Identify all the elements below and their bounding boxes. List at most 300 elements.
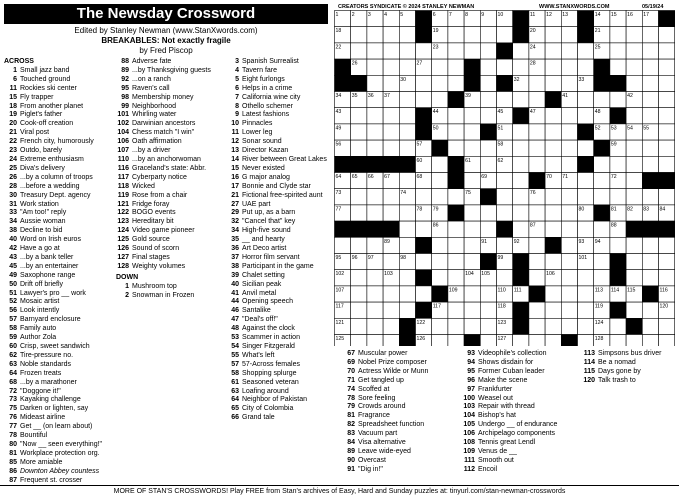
down-clue-97[interactable]	[462, 386, 557, 395]
grid-cell[interactable]	[545, 189, 561, 205]
grid-cell[interactable]	[432, 270, 448, 286]
down-clue-40[interactable]	[226, 281, 327, 290]
across-clue-45[interactable]	[4, 263, 102, 272]
grid-cell[interactable]	[626, 302, 642, 318]
grid-cell[interactable]	[545, 43, 561, 59]
down-clue-114[interactable]	[582, 359, 661, 368]
down-clue-63[interactable]	[226, 388, 327, 397]
grid-cell[interactable]	[642, 59, 658, 75]
grid-cell[interactable]	[610, 156, 626, 172]
across-clue-38[interactable]	[4, 227, 102, 236]
grid-cell[interactable]	[578, 302, 594, 318]
grid-cell[interactable]	[464, 221, 480, 237]
down-clue-4[interactable]	[226, 67, 327, 76]
grid-cell[interactable]	[561, 237, 577, 253]
across-clue-56[interactable]	[4, 307, 102, 316]
grid-cell[interactable]	[642, 302, 658, 318]
grid-cell[interactable]	[367, 108, 383, 124]
grid-cell[interactable]	[594, 92, 610, 108]
across-clue-73[interactable]	[4, 396, 102, 405]
grid-cell[interactable]	[448, 318, 464, 334]
grid-cell[interactable]	[383, 205, 399, 221]
grid-cell[interactable]	[399, 237, 415, 253]
down-clue-94[interactable]	[462, 359, 557, 368]
grid-cell[interactable]	[659, 237, 675, 253]
grid-cell[interactable]	[545, 205, 561, 221]
grid-cell[interactable]	[416, 189, 432, 205]
grid-cell[interactable]	[659, 43, 675, 59]
across-clue-60[interactable]	[4, 343, 102, 352]
grid-cell[interactable]	[416, 221, 432, 237]
grid-cell[interactable]	[659, 156, 675, 172]
down-clue-14[interactable]	[226, 156, 327, 165]
across-clue-24[interactable]	[4, 156, 102, 165]
down-clue-105[interactable]	[462, 421, 557, 430]
grid-cell[interactable]	[351, 124, 367, 140]
down-clue-71[interactable]	[342, 377, 428, 386]
grid-cell[interactable]	[659, 92, 675, 108]
down-clue-13[interactable]	[226, 147, 327, 156]
grid-cell[interactable]	[351, 286, 367, 302]
grid-cell[interactable]	[399, 92, 415, 108]
grid-cell[interactable]	[642, 156, 658, 172]
grid-cell[interactable]	[464, 124, 480, 140]
down-clue-1[interactable]	[116, 283, 211, 292]
across-clue-68[interactable]	[4, 379, 102, 388]
grid-cell[interactable]	[448, 27, 464, 43]
grid-cell[interactable]	[513, 59, 529, 75]
down-clue-74[interactable]	[342, 386, 428, 395]
grid-cell[interactable]	[432, 189, 448, 205]
across-clue-59[interactable]	[4, 334, 102, 343]
grid-cell[interactable]	[659, 335, 675, 347]
grid-cell[interactable]	[335, 237, 351, 253]
across-clue-23[interactable]	[4, 147, 102, 156]
down-clue-112[interactable]	[462, 466, 557, 475]
across-clue-6[interactable]	[4, 76, 102, 85]
grid-cell[interactable]	[480, 221, 496, 237]
grid-cell[interactable]	[626, 43, 642, 59]
across-clue-107[interactable]	[116, 147, 211, 156]
grid-cell[interactable]	[448, 108, 464, 124]
grid-cell[interactable]	[626, 254, 642, 270]
down-clue-53[interactable]	[226, 334, 327, 343]
grid-cell[interactable]	[367, 302, 383, 318]
down-clue-7[interactable]	[226, 94, 327, 103]
grid-cell[interactable]	[432, 173, 448, 189]
grid-cell[interactable]	[610, 189, 626, 205]
grid-cell[interactable]	[545, 59, 561, 75]
down-clue-69[interactable]	[342, 359, 428, 368]
across-clue-72[interactable]	[4, 388, 102, 397]
grid-cell[interactable]	[610, 318, 626, 334]
grid-cell[interactable]	[351, 140, 367, 156]
down-clue-15[interactable]	[226, 165, 327, 174]
grid-cell[interactable]	[497, 59, 513, 75]
grid-cell[interactable]	[610, 237, 626, 253]
across-clue-30[interactable]	[4, 192, 102, 201]
grid-cell[interactable]	[578, 221, 594, 237]
grid-cell[interactable]	[351, 189, 367, 205]
down-clue-57[interactable]	[226, 361, 327, 370]
grid-cell[interactable]	[480, 335, 496, 347]
down-clue-109[interactable]	[462, 448, 557, 457]
down-clue-67[interactable]	[342, 350, 428, 359]
grid-cell[interactable]	[367, 237, 383, 253]
grid-cell[interactable]	[642, 335, 658, 347]
grid-cell[interactable]	[545, 302, 561, 318]
grid-cell[interactable]	[578, 59, 594, 75]
grid-cell[interactable]	[399, 59, 415, 75]
grid-cell[interactable]	[367, 205, 383, 221]
grid-cell[interactable]	[367, 124, 383, 140]
grid-cell[interactable]	[399, 140, 415, 156]
grid-cell[interactable]	[626, 335, 642, 347]
across-clue-25[interactable]	[4, 165, 102, 174]
grid-cell[interactable]	[399, 108, 415, 124]
grid-cell[interactable]	[529, 156, 545, 172]
grid-cell[interactable]	[610, 59, 626, 75]
grid-cell[interactable]	[480, 75, 496, 91]
grid-cell[interactable]	[561, 75, 577, 91]
across-clue-106[interactable]	[116, 138, 211, 147]
grid-cell[interactable]	[480, 140, 496, 156]
down-clue-83[interactable]	[342, 430, 428, 439]
grid-cell[interactable]	[497, 92, 513, 108]
across-clue-26[interactable]	[4, 174, 102, 183]
grid-cell[interactable]	[464, 237, 480, 253]
grid-cell[interactable]	[642, 254, 658, 270]
grid-cell[interactable]	[351, 43, 367, 59]
grid-cell[interactable]	[480, 43, 496, 59]
across-clue-127[interactable]	[116, 254, 211, 263]
across-clue-124[interactable]	[116, 227, 211, 236]
down-clue-48[interactable]	[226, 325, 327, 334]
across-clue-28[interactable]	[4, 183, 102, 192]
grid-cell[interactable]	[659, 27, 675, 43]
grid-cell[interactable]	[432, 92, 448, 108]
across-clue-52[interactable]	[4, 298, 102, 307]
across-clue-89[interactable]	[116, 67, 211, 76]
across-clue-98[interactable]	[116, 94, 211, 103]
across-clue-110[interactable]	[116, 156, 211, 165]
grid-cell[interactable]	[351, 302, 367, 318]
grid-cell[interactable]	[561, 27, 577, 43]
grid-cell[interactable]	[399, 43, 415, 59]
down-clue-108[interactable]	[462, 439, 557, 448]
down-clue-17[interactable]	[226, 183, 327, 192]
grid-cell[interactable]	[513, 43, 529, 59]
down-clue-37[interactable]	[226, 254, 327, 263]
grid-cell[interactable]	[399, 205, 415, 221]
grid-cell[interactable]	[578, 270, 594, 286]
grid-cell[interactable]	[351, 318, 367, 334]
grid-cell[interactable]	[659, 75, 675, 91]
down-clue-8[interactable]	[226, 103, 327, 112]
down-clue-9[interactable]	[226, 111, 327, 120]
grid-cell[interactable]	[578, 92, 594, 108]
grid-cell[interactable]	[561, 318, 577, 334]
grid-cell[interactable]	[659, 189, 675, 205]
grid-cell[interactable]	[561, 140, 577, 156]
grid-cell[interactable]	[432, 335, 448, 347]
across-clue-50[interactable]	[4, 281, 102, 290]
grid-cell[interactable]	[383, 335, 399, 347]
grid-cell[interactable]	[594, 221, 610, 237]
across-clue-81[interactable]	[4, 450, 102, 459]
across-clue-95[interactable]	[116, 85, 211, 94]
grid-cell[interactable]	[529, 318, 545, 334]
grid-cell[interactable]	[513, 189, 529, 205]
grid-cell[interactable]	[432, 156, 448, 172]
grid-cell[interactable]	[561, 302, 577, 318]
grid-cell[interactable]	[642, 270, 658, 286]
grid-cell[interactable]	[578, 318, 594, 334]
grid-cell[interactable]	[529, 335, 545, 347]
across-clue-101[interactable]	[116, 111, 211, 120]
across-clue-125[interactable]	[116, 236, 211, 245]
grid-cell[interactable]	[464, 254, 480, 270]
grid-cell[interactable]	[578, 43, 594, 59]
grid-cell[interactable]	[367, 270, 383, 286]
grid-cell[interactable]	[464, 302, 480, 318]
across-clue-42[interactable]	[4, 245, 102, 254]
grid-cell[interactable]	[626, 173, 642, 189]
across-clue-58[interactable]	[4, 325, 102, 334]
down-clue-66[interactable]	[226, 414, 327, 423]
grid-cell[interactable]	[513, 156, 529, 172]
grid-cell[interactable]	[561, 59, 577, 75]
grid-cell[interactable]	[367, 27, 383, 43]
across-clue-22[interactable]	[4, 138, 102, 147]
grid-cell[interactable]	[383, 108, 399, 124]
grid-cell[interactable]	[399, 173, 415, 189]
grid-cell[interactable]	[529, 140, 545, 156]
across-clue-85[interactable]	[4, 459, 102, 468]
grid-cell[interactable]	[545, 75, 561, 91]
down-clue-100[interactable]	[462, 395, 557, 404]
grid-cell[interactable]	[594, 156, 610, 172]
grid-cell[interactable]	[561, 189, 577, 205]
down-clue-82[interactable]	[342, 421, 428, 430]
down-clue-41[interactable]	[226, 290, 327, 299]
grid-cell[interactable]	[480, 108, 496, 124]
grid-cell[interactable]	[529, 124, 545, 140]
across-clue-18[interactable]	[4, 103, 102, 112]
down-clue-91[interactable]	[342, 466, 428, 475]
grid-cell[interactable]	[529, 254, 545, 270]
grid-cell[interactable]	[610, 335, 626, 347]
grid-cell[interactable]	[351, 108, 367, 124]
down-clue-70[interactable]	[342, 368, 428, 377]
grid-cell[interactable]	[529, 270, 545, 286]
down-clue-44[interactable]	[226, 298, 327, 307]
down-clue-84[interactable]	[342, 439, 428, 448]
down-clue-106[interactable]	[462, 430, 557, 439]
grid-cell[interactable]	[464, 108, 480, 124]
grid-cell[interactable]	[529, 302, 545, 318]
grid-cell[interactable]	[464, 286, 480, 302]
grid-cell[interactable]	[578, 173, 594, 189]
across-clue-119[interactable]	[116, 192, 211, 201]
grid-cell[interactable]	[529, 237, 545, 253]
across-clue-92[interactable]	[116, 76, 211, 85]
grid-cell[interactable]	[416, 75, 432, 91]
grid-cell[interactable]	[642, 92, 658, 108]
grid-cell[interactable]	[464, 140, 480, 156]
grid-cell[interactable]	[513, 205, 529, 221]
across-clue-76[interactable]	[4, 414, 102, 423]
grid-cell[interactable]	[561, 205, 577, 221]
grid-cell[interactable]	[513, 221, 529, 237]
down-clue-16[interactable]	[226, 174, 327, 183]
across-clue-102[interactable]	[116, 120, 211, 129]
grid-cell[interactable]	[513, 335, 529, 347]
grid-cell[interactable]	[594, 254, 610, 270]
across-clue-123[interactable]	[116, 218, 211, 227]
grid-cell[interactable]	[399, 302, 415, 318]
grid-cell[interactable]	[545, 318, 561, 334]
grid-cell[interactable]	[367, 43, 383, 59]
grid-cell[interactable]	[480, 286, 496, 302]
grid-cell[interactable]	[578, 108, 594, 124]
grid-cell[interactable]	[383, 286, 399, 302]
grid-cell[interactable]	[626, 75, 642, 91]
grid-cell[interactable]	[626, 237, 642, 253]
grid-cell[interactable]	[448, 189, 464, 205]
down-clue-103[interactable]	[462, 403, 557, 412]
down-clue-5[interactable]	[226, 76, 327, 85]
grid-cell[interactable]	[659, 254, 675, 270]
grid-cell[interactable]	[480, 205, 496, 221]
grid-cell[interactable]	[642, 75, 658, 91]
across-clue-43[interactable]	[4, 254, 102, 263]
down-clue-78[interactable]	[342, 395, 428, 404]
grid-cell[interactable]	[610, 43, 626, 59]
across-clue-62[interactable]	[4, 352, 102, 361]
across-clue-34[interactable]	[4, 218, 102, 227]
grid-cell[interactable]	[626, 59, 642, 75]
grid-cell[interactable]	[448, 124, 464, 140]
grid-cell[interactable]	[367, 140, 383, 156]
down-clue-39[interactable]	[226, 272, 327, 281]
across-clue-86[interactable]	[4, 468, 102, 477]
grid-cell[interactable]	[480, 59, 496, 75]
down-clue-111[interactable]	[462, 457, 557, 466]
grid-cell[interactable]	[642, 27, 658, 43]
grid-cell[interactable]	[383, 140, 399, 156]
grid-cell[interactable]	[659, 59, 675, 75]
grid-cell[interactable]	[626, 27, 642, 43]
grid-cell[interactable]	[626, 189, 642, 205]
grid-cell[interactable]	[480, 318, 496, 334]
across-clue-64[interactable]	[4, 370, 102, 379]
down-clue-11[interactable]	[226, 129, 327, 138]
across-clue-33[interactable]	[4, 209, 102, 218]
across-clue-31[interactable]	[4, 201, 102, 210]
grid-cell[interactable]	[659, 124, 675, 140]
grid-cell[interactable]	[578, 140, 594, 156]
grid-cell[interactable]	[383, 189, 399, 205]
grid-cell[interactable]	[383, 75, 399, 91]
grid-cell[interactable]	[351, 205, 367, 221]
grid-cell[interactable]	[383, 27, 399, 43]
grid-cell[interactable]	[578, 189, 594, 205]
down-clue-54[interactable]	[226, 343, 327, 352]
grid-cell[interactable]	[367, 59, 383, 75]
across-clue-1[interactable]	[4, 67, 102, 76]
across-clue-77[interactable]	[4, 423, 102, 432]
grid-cell[interactable]	[416, 92, 432, 108]
grid-cell[interactable]	[432, 75, 448, 91]
grid-cell[interactable]	[545, 108, 561, 124]
grid-cell[interactable]	[399, 27, 415, 43]
across-clue-19[interactable]	[4, 111, 102, 120]
grid-cell[interactable]	[529, 92, 545, 108]
grid-cell[interactable]	[480, 302, 496, 318]
grid-cell[interactable]	[448, 302, 464, 318]
grid-cell[interactable]	[513, 124, 529, 140]
grid-cell[interactable]	[464, 43, 480, 59]
grid-cell[interactable]	[367, 189, 383, 205]
grid-cell[interactable]	[497, 173, 513, 189]
grid-cell[interactable]	[642, 189, 658, 205]
down-clue-58[interactable]	[226, 370, 327, 379]
down-clue-46[interactable]	[226, 307, 327, 316]
across-clue-116[interactable]	[116, 165, 211, 174]
crossword-grid[interactable]	[334, 10, 675, 346]
grid-cell[interactable]	[383, 59, 399, 75]
across-clue-75[interactable]	[4, 405, 102, 414]
grid-cell[interactable]	[561, 254, 577, 270]
down-clue-95[interactable]	[462, 368, 557, 377]
down-clue-113[interactable]	[582, 350, 661, 359]
across-clue-88[interactable]	[116, 58, 211, 67]
grid-cell[interactable]	[626, 108, 642, 124]
across-clue-49[interactable]	[4, 272, 102, 281]
grid-cell[interactable]	[399, 221, 415, 237]
grid-cell[interactable]	[642, 43, 658, 59]
grid-cell[interactable]	[545, 286, 561, 302]
grid-cell[interactable]	[497, 237, 513, 253]
down-clue-12[interactable]	[226, 138, 327, 147]
grid-cell[interactable]	[416, 286, 432, 302]
grid-cell[interactable]	[383, 318, 399, 334]
grid-cell[interactable]	[610, 27, 626, 43]
across-clue-118[interactable]	[116, 183, 211, 192]
grid-cell[interactable]	[561, 270, 577, 286]
grid-cell[interactable]	[367, 286, 383, 302]
down-clue-120[interactable]	[582, 377, 661, 386]
grid-cell[interactable]	[351, 270, 367, 286]
grid-cell[interactable]	[659, 108, 675, 124]
down-clue-2[interactable]	[116, 292, 211, 301]
grid-cell[interactable]	[561, 124, 577, 140]
grid-cell[interactable]	[545, 221, 561, 237]
grid-cell[interactable]	[448, 254, 464, 270]
grid-cell[interactable]	[610, 92, 626, 108]
down-clue-64[interactable]	[226, 396, 327, 405]
down-clue-81[interactable]	[342, 412, 428, 421]
grid-cell[interactable]	[561, 156, 577, 172]
grid-cell[interactable]	[351, 27, 367, 43]
across-clue-78[interactable]	[4, 432, 102, 441]
grid-cell[interactable]	[399, 270, 415, 286]
grid-cell[interactable]	[448, 140, 464, 156]
across-clue-104[interactable]	[116, 129, 211, 138]
across-clue-51[interactable]	[4, 290, 102, 299]
across-clue-128[interactable]	[116, 263, 211, 272]
